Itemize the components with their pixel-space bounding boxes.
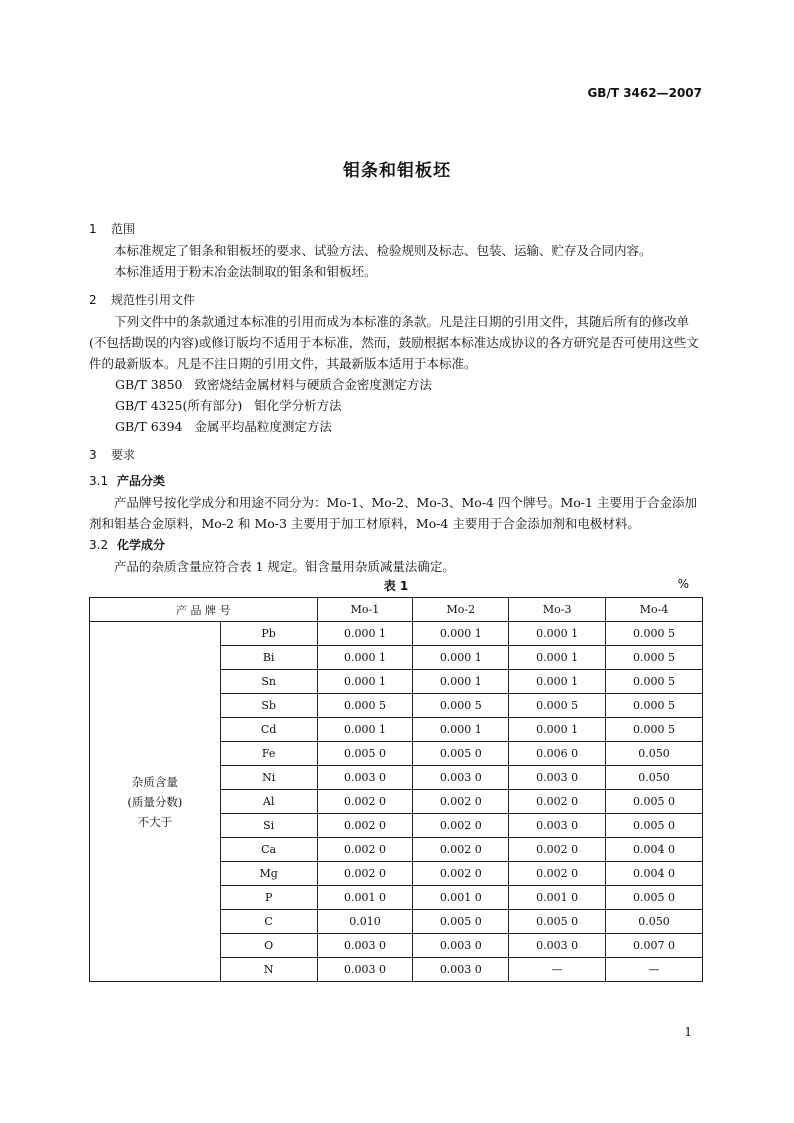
value-cell: 0.005 0 xyxy=(413,910,509,934)
value-cell: 0.000 5 xyxy=(606,646,703,670)
element-cell: Sb xyxy=(220,694,317,718)
value-cell: 0.005 0 xyxy=(606,790,703,814)
element-cell: Sn xyxy=(220,670,317,694)
value-cell: 0.005 0 xyxy=(606,886,703,910)
section-title: 范围 xyxy=(111,222,136,236)
element-cell: Pb xyxy=(220,622,317,646)
element-cell: Mg xyxy=(220,862,317,886)
element-cell: C xyxy=(220,910,317,934)
section-title: 规范性引用文件 xyxy=(111,293,196,307)
section-number: 1 xyxy=(89,222,97,236)
section-3-heading xyxy=(89,444,703,466)
value-cell: 0.004 0 xyxy=(606,838,703,862)
page-number: 1 xyxy=(684,1025,692,1039)
value-cell: 0.000 5 xyxy=(509,694,606,718)
value-cell: 0.002 0 xyxy=(413,790,509,814)
value-cell: 0.000 1 xyxy=(317,670,413,694)
table-unit: % xyxy=(677,577,689,591)
value-cell: 0.000 1 xyxy=(413,718,509,742)
value-cell: 0.004 0 xyxy=(606,862,703,886)
section-number: 2 xyxy=(89,293,97,307)
group-label-line: (质量分数) xyxy=(127,794,183,809)
table-caption xyxy=(89,577,703,597)
element-cell: Ni xyxy=(220,766,317,790)
element-cell: Si xyxy=(220,814,317,838)
value-cell: 0.000 1 xyxy=(509,646,606,670)
value-cell: 0.000 5 xyxy=(606,694,703,718)
value-cell: 0.000 1 xyxy=(509,622,606,646)
value-cell: 0.006 0 xyxy=(509,742,606,766)
value-cell: 0.003 0 xyxy=(509,814,606,838)
header-grade: Mo-1 xyxy=(317,598,413,622)
value-cell: 0.003 0 xyxy=(413,958,509,982)
value-cell: 0.002 0 xyxy=(509,790,606,814)
group-label-line: 杂质含量 xyxy=(131,774,178,789)
section-title: 要求 xyxy=(111,448,136,462)
value-cell: 0.000 1 xyxy=(413,646,509,670)
value-cell: 0.050 xyxy=(606,742,703,766)
value-cell: 0.005 0 xyxy=(509,910,606,934)
element-cell: Ca xyxy=(220,838,317,862)
paragraph: 本标准适用于粉末冶金法制取的钼条和钼板坯。 xyxy=(114,264,377,279)
value-cell: 0.001 0 xyxy=(413,886,509,910)
value-cell: 0.000 5 xyxy=(317,694,413,718)
element-cell: O xyxy=(220,934,317,958)
section-number: 3.2 xyxy=(89,538,109,552)
value-cell: 0.003 0 xyxy=(413,934,509,958)
value-cell: 0.000 5 xyxy=(606,718,703,742)
value-cell: 0.001 0 xyxy=(509,886,606,910)
value-cell: 0.005 0 xyxy=(413,742,509,766)
value-cell: 0.003 0 xyxy=(509,934,606,958)
value-cell: 0.005 0 xyxy=(317,742,413,766)
paragraph: 产品的杂质含量应符合表 1 规定。钼含量用杂质减量法确定。 xyxy=(114,559,455,574)
header-grade: Mo-2 xyxy=(413,598,509,622)
value-cell: 0.000 1 xyxy=(317,718,413,742)
value-cell: 0.003 0 xyxy=(509,766,606,790)
value-cell: — xyxy=(509,958,606,982)
section-number: 3.1 xyxy=(89,474,109,488)
document-title: 钼条和钼板坯 xyxy=(343,161,451,181)
impurity-table xyxy=(89,597,703,982)
value-cell: 0.002 0 xyxy=(317,790,413,814)
element-cell: Bi xyxy=(220,646,317,670)
value-cell: 0.000 1 xyxy=(509,670,606,694)
value-cell: — xyxy=(606,958,703,982)
paragraph: 产品牌号按化学成分和用途不同分为：Mo-1、Mo-2、Mo-3、Mo-4 四个牌号。Mo-1 主要用于合金添加剂和钼基合金原料，Mo-2 和 Mo-3 主要用于加工材原料，Mo-4 主要用于合金添加剂和电极材料。 xyxy=(89,495,697,531)
element-cell: Fe xyxy=(220,742,317,766)
value-cell: 0.050 xyxy=(606,766,703,790)
value-cell: 0.000 1 xyxy=(413,622,509,646)
value-cell: 0.000 1 xyxy=(413,670,509,694)
standard-number: GB/T 3462—2007 xyxy=(587,86,702,100)
impurity-group-label xyxy=(90,622,221,982)
value-cell: 0.002 0 xyxy=(509,838,606,862)
paragraph: 下列文件中的条款通过本标准的引用而成为本标准的条款。凡是注日期的引用文件，其随后所有的修改单(不包括勘误的内容)或修订版均不适用于本标准，然而，鼓励根据本标准达成协议的各方研究是否可使用这些文件的最新版本。凡是不注日期的引用文件，其最新版本适用于本标准。 xyxy=(89,314,699,371)
reference-item: GB/T 6394 金属平均晶粒度测定方法 xyxy=(115,419,332,434)
value-cell: 0.003 0 xyxy=(317,934,413,958)
value-cell: 0.003 0 xyxy=(317,958,413,982)
value-cell: 0.000 1 xyxy=(317,622,413,646)
value-cell: 0.000 1 xyxy=(509,718,606,742)
value-cell: 0.002 0 xyxy=(317,862,413,886)
value-cell: 0.000 5 xyxy=(606,622,703,646)
table-title: 表 1 xyxy=(383,579,409,593)
element-cell: Al xyxy=(220,790,317,814)
section-1-heading xyxy=(89,218,703,240)
value-cell: 0.000 5 xyxy=(606,670,703,694)
table-body xyxy=(90,622,703,982)
value-cell: 0.005 0 xyxy=(606,814,703,838)
section-title: 化学成分 xyxy=(117,538,166,552)
value-cell: 0.003 0 xyxy=(413,766,509,790)
value-cell: 0.002 0 xyxy=(413,862,509,886)
section-title: 产品分类 xyxy=(117,474,166,488)
paragraph: 本标准规定了钼条和钼板坯的要求、试验方法、检验规则及标志、包装、运输、贮存及合同内容。 xyxy=(114,243,652,258)
reference-item: GB/T 3850 致密烧结金属材料与硬质合金密度测定方法 xyxy=(115,377,432,392)
value-cell: 0.002 0 xyxy=(317,814,413,838)
value-cell: 0.002 0 xyxy=(317,838,413,862)
value-cell: 0.002 0 xyxy=(413,814,509,838)
table-header-row xyxy=(90,598,703,622)
value-cell: 0.001 0 xyxy=(317,886,413,910)
value-cell: 0.010 xyxy=(317,910,413,934)
table-row xyxy=(90,622,703,646)
reference-item: GB/T 4325(所有部分) 钼化学分析方法 xyxy=(115,398,342,413)
value-cell: 0.002 0 xyxy=(413,838,509,862)
value-cell: 0.007 0 xyxy=(606,934,703,958)
section-2-heading xyxy=(89,289,703,311)
section-3-1-heading xyxy=(89,470,703,492)
element-cell: N xyxy=(220,958,317,982)
section-3-2-heading xyxy=(89,534,703,556)
header-grade: Mo-3 xyxy=(509,598,606,622)
value-cell: 0.050 xyxy=(606,910,703,934)
group-label-line: 不大于 xyxy=(137,814,173,829)
element-cell: Cd xyxy=(220,718,317,742)
value-cell: 0.002 0 xyxy=(509,862,606,886)
header-grade-label: 产 品 牌 号 xyxy=(90,598,318,622)
value-cell: 0.003 0 xyxy=(317,766,413,790)
header-grade: Mo-4 xyxy=(606,598,703,622)
element-cell: P xyxy=(220,886,317,910)
document-body xyxy=(89,218,703,982)
value-cell: 0.000 1 xyxy=(317,646,413,670)
section-number: 3 xyxy=(89,448,97,462)
value-cell: 0.000 5 xyxy=(413,694,509,718)
